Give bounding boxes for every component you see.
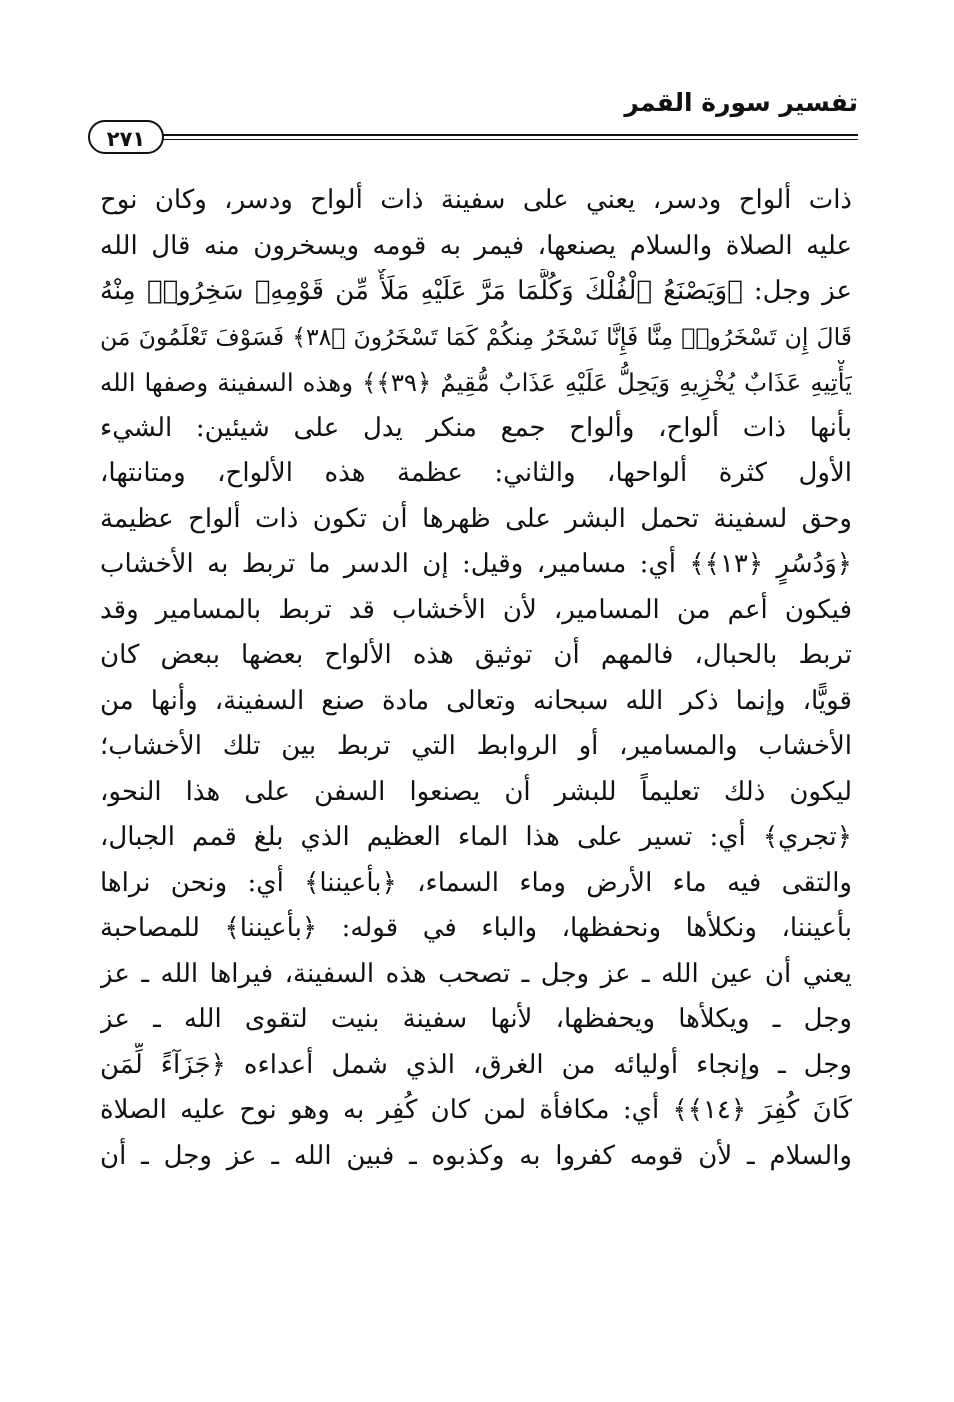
text-line: قويًّا، وإنما ذكر الله سبحانه وتعالى مادة صنع السفينة، وأنها من — [100, 685, 852, 716]
text-line: ﴿تجري﴾ أي: تسير على هذا الماء العظيم الذي بلغ قمم الجبال، — [100, 822, 852, 852]
text-line: وجل ـ ويكلأها ويحفظها، لأنها سفينة بنيت لتقوى الله ـ عز — [100, 1004, 852, 1034]
header-rule — [158, 134, 858, 136]
page-number-badge: ٢٧١ — [88, 120, 164, 154]
text-line: والتقى فيه ماء الأرض وماء السماء، ﴿بأعيننا﴾ أي: ونحن نراها — [100, 867, 852, 898]
quran-verse-line: عز وجل: ﴿وَيَصْنَعُ ٱلْفُلْكَ وَكُلَّمَا مَرَّ عَلَيْهِ مَلَأٌ مِّن قَوْمِهِۦ سَخِرُوا۟ مِنْهُ — [100, 276, 852, 306]
text-line: الأخشاب والمسامير، أو الروابط التي تربط بين تلك الأخشاب؛ — [100, 731, 852, 761]
text-line: بأنها ذات ألواح، وألواح جمع منكر يدل على شيئين: الشيء — [100, 412, 852, 443]
text-line: بأعيننا، ونكلأها ونحفظها، والباء في قوله: ﴿بأعيننا﴾ للمصاحبة — [100, 913, 852, 943]
text-line: تربط بالحبال، فالمهم أن توثيق هذه الألواح بعضها ببعض كان — [100, 640, 852, 670]
text-line: يعني أن عين الله ـ عز وجل ـ تصحب هذه السفينة، فيراها الله ـ عز — [100, 958, 852, 989]
quran-verse-line: قَالَ إِن تَسْخَرُوا۟ مِنَّا فَإِنَّا نَسْخَرُ مِنكُمْ كَمَا تَسْخَرُونَ ﴿٣٨﴾ فَسَوْفَ تَعْلَمُونَ مَن — [100, 322, 852, 351]
quran-verse-line: وجل ـ وإنجاء أوليائه من الغرق، الذي شمل أعداءه ﴿جَزَآءً لِّمَن — [100, 1049, 852, 1080]
text-line: والسلام ـ لأن قومه كفروا به وكذبوه ـ فبين الله ـ عز وجل ـ أن — [100, 1140, 852, 1171]
page-header — [88, 88, 858, 158]
quran-verse-line: يَأْتِيهِ عَذَابٌ يُخْزِيهِ وَيَحِلُّ عَلَيْهِ عَذَابٌ مُّقِيمٌ ﴿٣٩﴾﴾ وهذه السفينة وصفها الله — [100, 368, 852, 397]
quran-verse-line: ﴿وَدُسُرٍ ﴿١٣﴾﴾ أي: مسامير، وقيل: إن الدسر ما تربط به الأخشاب — [100, 549, 852, 579]
text-line: فيكون أعم من المسامير، لأن الأخشاب قد تربط بالمسامير وقد — [100, 594, 852, 625]
running-header-title: تفسير سورة القمر — [624, 88, 858, 117]
text-line: وحق لسفينة تحمل البشر على ظهرها أن تكون ذات ألواح عظيمة — [100, 503, 852, 534]
text-line: ذات ألواح ودسر، يعني على سفينة ذات ألواح ودسر، وكان نوح — [100, 185, 852, 215]
text-line: الأول كثرة ألواحها، والثاني: عظمة هذه الألواح، ومتانتها، — [100, 458, 852, 488]
page-body-text — [100, 178, 852, 1179]
quran-verse-line: كَانَ كُفِرَ ﴿١٤﴾﴾ أي: مكافأة لمن كان كُفِر به وهو نوح عليه الصلاة — [100, 1095, 852, 1125]
text-line: ليكون ذلك تعليماً للبشر أن يصنعوا السفن على هذا النحو، — [100, 776, 852, 807]
header-rule-thin — [158, 139, 858, 140]
text-line: عليه الصلاة والسلام يصنعها، فيمر به قومه ويسخرون منه قال الله — [100, 230, 852, 261]
